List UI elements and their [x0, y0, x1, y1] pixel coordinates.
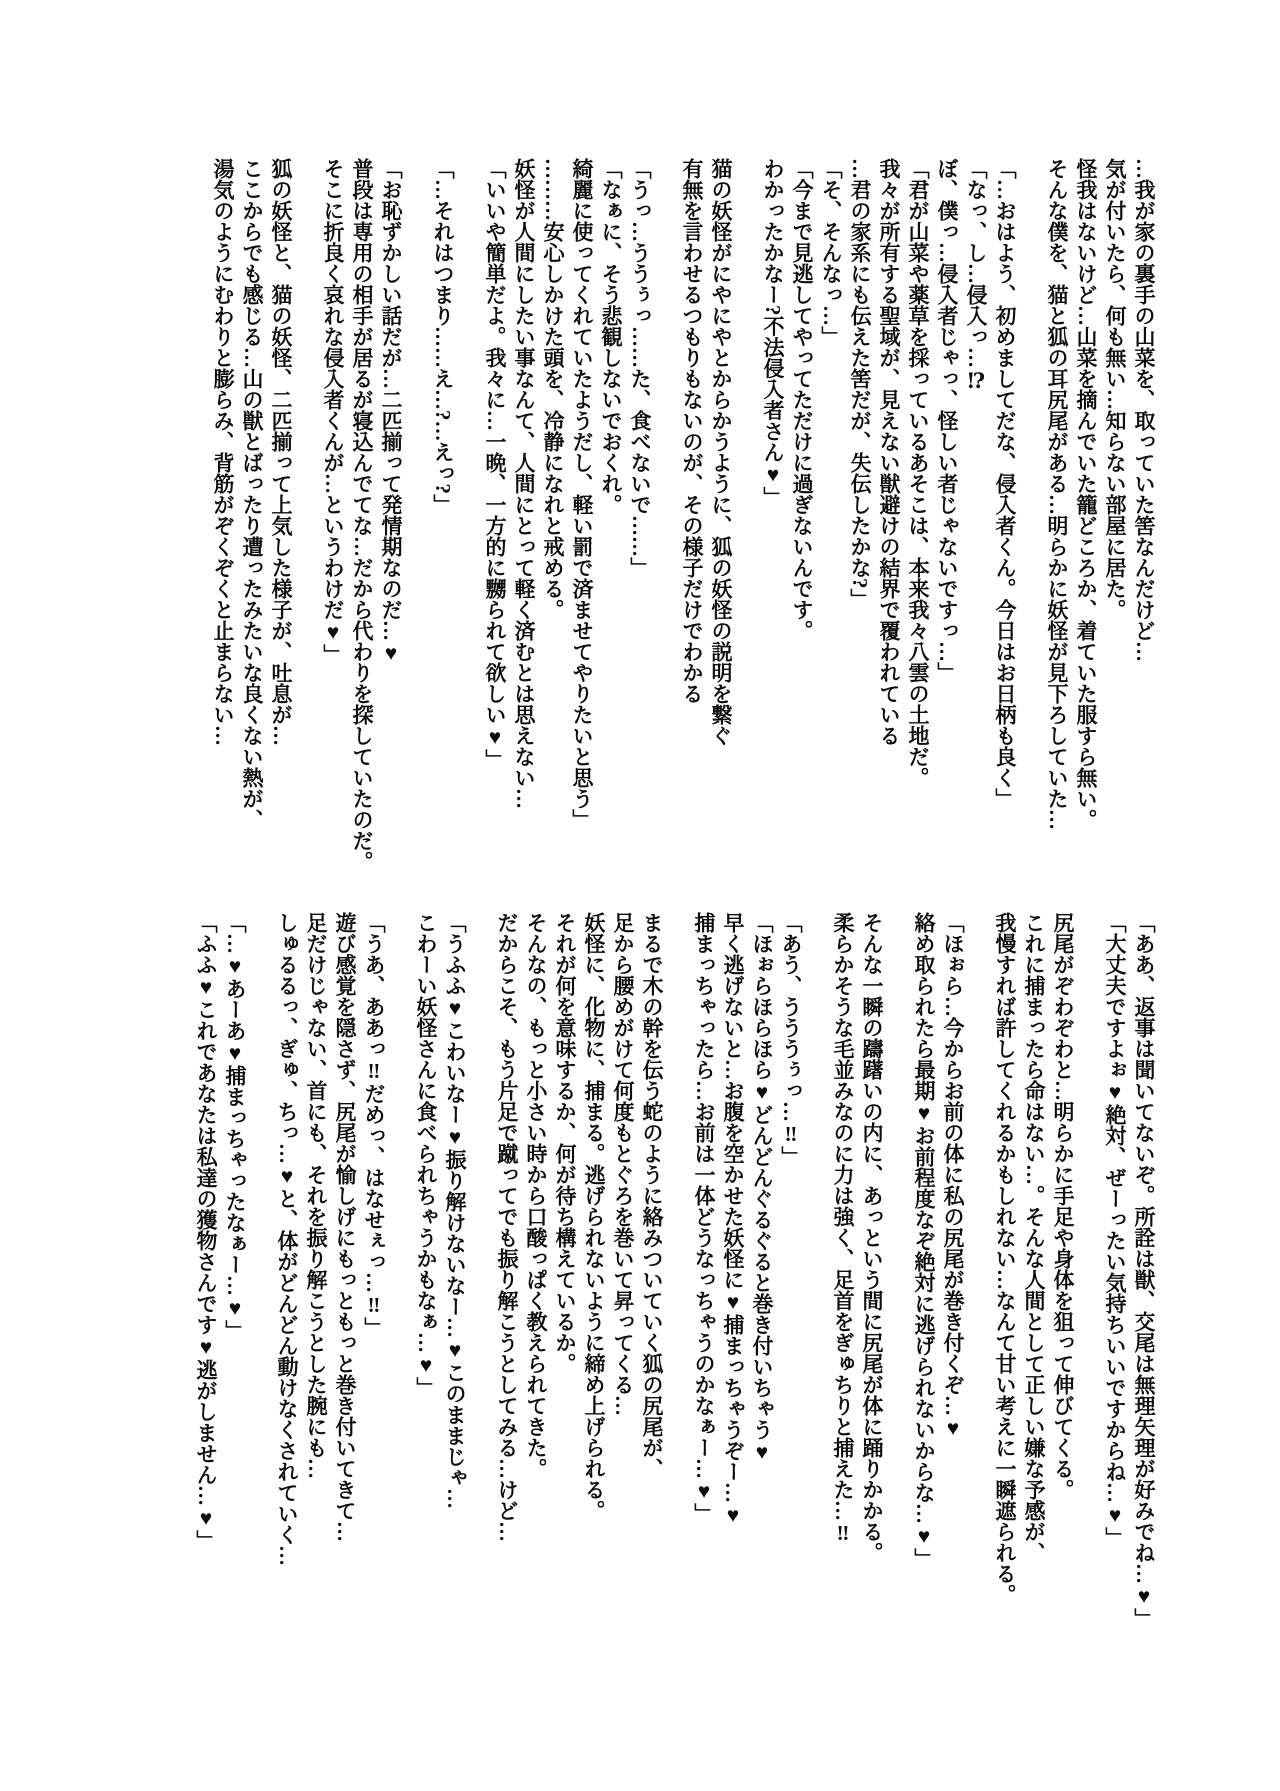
text-line: 「…♥あーあ♥捕まっちゃったなぁー…♥」	[223, 912, 247, 1341]
text-line: 有無を言わせるつもりもないのが、その様子だけでわかる	[680, 158, 704, 704]
text-line: 我々が所有する聖域が、見えない獣避けの結界で覆われている	[877, 158, 901, 746]
paragraph	[758, 158, 1019, 880]
text-line: 綺麗に使ってくれていたようだし、軽い罰で済ませてやりたいと思う」	[570, 158, 594, 830]
text-line: 「ふふ♥これであなたは私達の獲物さんです♥逃がしません…♥」	[194, 912, 218, 1551]
text-line: これに捕まったら命はない…。そんな人間として正しい嫌な予感が、	[1022, 912, 1046, 1563]
text-line: ………安心しかけた頭を、冷静になれと戒める。	[541, 158, 565, 620]
text-line: 妖怪に、化物に、捕まる。逃げられないように締め上げられる。	[582, 912, 606, 1521]
text-line: 絡め取られたら最期♥お前程度なぞ絶対に逃げられないからな…♥」	[912, 912, 936, 1569]
text-line: 「うっ…ううぅっ……た、食べないで……」	[628, 158, 652, 578]
text-line: 早く逃げないと…お腹を空かせた妖怪に♥捕まっちゃうぞー…♥	[721, 912, 745, 1527]
paragraph	[318, 158, 405, 880]
text-line: 「君が山菜や薬草を採っているあそこは、本来我々八雲の土地だ。	[906, 158, 930, 788]
paragraph	[1100, 912, 1158, 1634]
text-line: 「今まで見逃してやってただけに過ぎないんです。	[790, 158, 814, 641]
text-line: 猫の妖怪がにやにやとからかうように、狐の妖怪の説明を繋ぐ	[709, 158, 733, 746]
text-line: そこに折良く哀れな侵入者くんが…というわけだ♥」	[321, 158, 345, 665]
text-line: 「うあ、ああっ‼だめっ、はなせぇっ…‼」	[362, 912, 386, 1338]
text-line: 「ほぉら…今からお前の体に私の尻尾が巻き付くぞ…♥	[941, 912, 965, 1440]
text-line: 「…おはよう、初めましてだな、侵入者くん。今日はお日柄も良く」	[993, 158, 1017, 809]
text-line: 「そ、そんなっ…」	[819, 158, 843, 347]
paragraph	[480, 158, 654, 880]
text-line: 捕まっちゃったら…お前は一体どうなっちゃうのかなぁー…♥」	[692, 912, 716, 1524]
text-line: こわーい妖怪さんに食べられちゃうかもなぁ…♥」	[414, 912, 438, 1398]
text-line: 湯気のようにむわりと膨らみ、背筋がぞくぞくと止まらない…	[211, 158, 235, 746]
paragraph	[1042, 158, 1158, 880]
text-line: …我が家の裏手の山菜を、取っていた筈なんだけど…	[1132, 158, 1156, 662]
text-line: 柔らかそうな毛並みなのに力は強く、足首をぎゅちりと捕えた…‼	[831, 912, 855, 1545]
text-section-bottom	[191, 912, 1158, 1634]
paragraph	[191, 912, 249, 1634]
text-line: 「ああ、返事は聞いてないぞ。所詮は獣、交尾は無理矢理が好みでね…♥」	[1132, 912, 1156, 1629]
text-line: 遊び感覚を隠さず、尻尾が愉しげにもっともっと巻き付いてきて…	[333, 912, 357, 1542]
text-line: 気が付いたら、何も無い…知らない部屋に居た。	[1103, 158, 1127, 620]
text-line: そんなの、もっと小さい時から口酸っぱく教えられてきた。	[524, 912, 548, 1479]
text-line: 「いいや簡単だよ。我々に…一晩、一方的に嬲られて欲しい♥」	[483, 158, 507, 770]
text-line: 「大丈夫ですよぉ♥絶対、ぜーったい気持ちいいですからね…♥」	[1103, 912, 1127, 1548]
text-line: そんな僕を、猫と狐の耳尻尾がある…明らかに妖怪が見下ろしていた…	[1045, 158, 1069, 830]
text-line: ぼ、僕っ…侵入者じゃっ、怪しい者じゃないですっ…」	[935, 158, 959, 683]
text-line: 妖怪が人間にしたい事なんて、人間にとって軽く済むとは思えない…	[512, 158, 536, 809]
paragraph	[689, 912, 805, 1634]
text-line: 「…それはつまり……え…?…えっ?」	[431, 158, 455, 515]
paragraph	[208, 158, 295, 880]
text-line: そんな一瞬の躊躇いの内に、あっという間に尻尾が体に踊りかかる。	[860, 912, 884, 1563]
text-line: それが何を意味するか、何が待ち構えているか。	[553, 912, 577, 1374]
text-line: しゅるるっ、ぎゅ、ちっ…♥と、体がどんどん動けなくされていく…	[275, 912, 299, 1566]
paragraph	[990, 912, 1077, 1634]
paragraph	[492, 912, 666, 1634]
text-line: …君の家系にも伝えた筈だが、失伝したかな?」	[848, 158, 872, 610]
text-line: 「お恥ずかしい話だが…二匹揃って発情期なのだ…♥	[379, 158, 403, 665]
paragraph	[677, 158, 735, 880]
text-line: 「あう、うううぅっ…‼」	[779, 912, 803, 1167]
text-line: 普段は専用の相手が居るが寝込んでてな…だから代わりを探していたのだ。	[350, 158, 374, 872]
paragraph	[909, 912, 967, 1634]
text-line: まるで木の幹を伝う蛇のように絡みついていく狐の尻尾が、	[640, 912, 664, 1479]
text-line: 足だけじゃない、首にも、それを振り解こうとした腕にも…	[304, 912, 328, 1479]
paragraph	[428, 158, 457, 880]
text-line: わかったかなー?不法侵入者さん♥」	[761, 158, 785, 508]
text-line: 我慢すれば許してくれるかもしれない…なんて甘い考えに一瞬遮られる。	[993, 912, 1017, 1605]
text-line: ここからでも感じる…山の獣とばったり遭ったみたいな良くない熱が、	[240, 158, 264, 830]
text-line: 狐の妖怪と、猫の妖怪、二匹揃って上気した様子が、吐息が…	[269, 158, 293, 746]
text-line: だからこそ、もう片足で蹴ってでも振り解こうとしてみる…けど…	[495, 912, 519, 1542]
text-line: 尻尾がぞわぞわと…明らかに手足や身体を狙って伸びてくる。	[1051, 912, 1075, 1500]
text-line: 「ほぉらほらほら♥どんどんぐるぐると巻き付いちゃう♥	[750, 912, 774, 1464]
text-line: 「うふふ♥こわいなー♥振り解けないなー…♥このままじゃ…	[443, 912, 467, 1509]
text-section-top	[208, 158, 1158, 880]
paragraph	[272, 912, 388, 1634]
paragraph	[828, 912, 886, 1634]
text-line: 「なっ、し…侵入っ…⁉	[964, 158, 988, 393]
text-line: 「なぁに、そう悲観しないでおくれ。	[599, 158, 623, 515]
paragraph	[411, 912, 469, 1634]
text-line: 怪我はないけど…山菜を摘んでいた籠どころか、着ていた服すら無い。	[1074, 158, 1098, 830]
text-line: 足から腰めがけて何度もとぐろを巻いて昇ってくる…	[611, 912, 635, 1416]
